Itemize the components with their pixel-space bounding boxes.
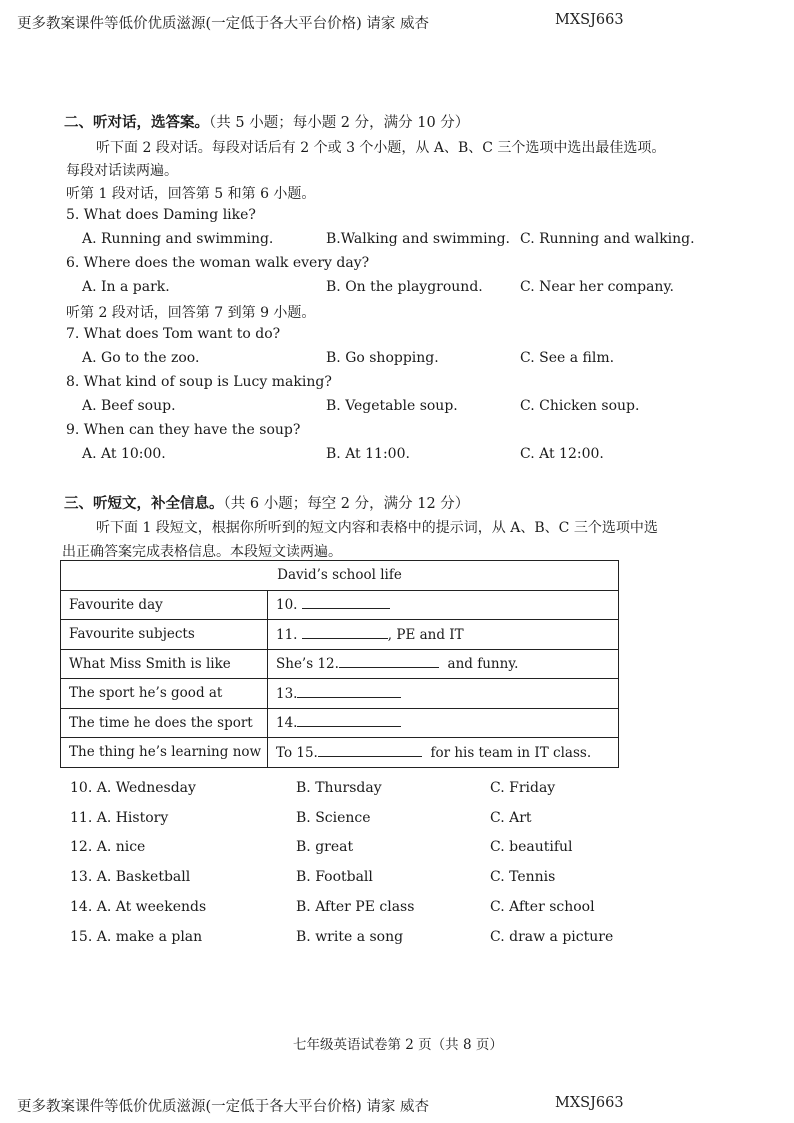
table-row-label: Favourite day [61, 590, 268, 620]
question-option: C. Chicken soup. [520, 398, 640, 414]
section3-instruction-2: 出正确答案完成表格信息。本段短文读两遍。 [62, 544, 342, 560]
section3-heading [64, 492, 469, 513]
question-stem: 8. What kind of soup is Lucy making? [66, 374, 332, 390]
bottom-banner [17, 1095, 777, 1116]
table-row-answer [268, 738, 619, 768]
question-option: B. At 11:00. [326, 446, 410, 462]
choice-option: B. Football [296, 869, 373, 885]
banner-text: 更多教案课件等低价优质滋源(一定低于各大平台价格) 请家 威杏 [17, 16, 430, 32]
question-option: A. Running and swimming. [82, 231, 274, 247]
answer-blank[interactable] [339, 655, 439, 668]
answer-blank[interactable] [302, 626, 388, 639]
choice-option: B. After PE class [296, 899, 415, 915]
question-option: B. On the playground. [326, 279, 483, 295]
table-row [61, 590, 619, 620]
section2-instruction-2: 每段对话读两遍。 [66, 163, 178, 179]
dialog2-intro: 听第 2 段对话，回答第 7 到第 9 小题。 [66, 305, 316, 321]
question-option: C. Near her company. [520, 279, 674, 295]
question-stem: 7. What does Tom want to do? [66, 326, 281, 342]
blank-number: She’s 12. [276, 656, 339, 673]
table-caption-row [61, 561, 619, 591]
section3-instruction-1: 听下面 1 段短文，根据你所听到的短文内容和表格中的提示词，从 A、B、C 三个选项中选 [96, 520, 658, 536]
choice-option: C. draw a picture [490, 929, 614, 945]
table-row [61, 738, 619, 768]
question-option: A. In a park. [82, 279, 170, 295]
choice-option: 13. A. Basketball [70, 869, 191, 885]
table-row [61, 679, 619, 709]
table-row-label: The thing he’s learning now [61, 738, 268, 768]
answer-suffix: , PE and IT [387, 626, 464, 643]
choice-option: B. write a song [296, 929, 404, 945]
blank-number: 13. [276, 685, 298, 702]
choice-option: B. Science [296, 810, 371, 826]
blank-number: 11. [276, 626, 298, 643]
answer-suffix: for his team in IT class. [430, 744, 592, 761]
choice-option: 15. A. make a plan [70, 929, 203, 945]
choice-option: B. Thursday [296, 780, 382, 796]
table-row-label: What Miss Smith is like [61, 649, 268, 679]
school-life-table [60, 560, 619, 768]
section2-instruction-1: 听下面 2 段对话。每段对话后有 2 个或 3 个小题，从 A、B、C 三个选项中选出最佳选项。 [96, 140, 666, 156]
top-banner [17, 12, 777, 33]
banner-code: MXSJ663 [555, 12, 624, 28]
section2-title: 二、听对话，选答案。 [64, 115, 209, 131]
choice-option: 14. A. At weekends [70, 899, 207, 915]
choice-option: 11. A. History [70, 810, 169, 826]
answer-blank[interactable] [297, 714, 401, 727]
section3-title: 三、听短文，补全信息。 [64, 496, 224, 512]
question-stem: 9. When can they have the soup? [66, 422, 301, 438]
question-option: A. At 10:00. [82, 446, 166, 462]
table-row [61, 620, 619, 650]
choice-option: B. great [296, 839, 354, 855]
table-row-answer [268, 708, 619, 738]
table-row-answer [268, 649, 619, 679]
choice-option: C. Art [490, 810, 532, 826]
question-option: C. At 12:00. [520, 446, 604, 462]
question-option: B. Go shopping. [326, 350, 439, 366]
table-row [61, 649, 619, 679]
page-footer: 七年级英语试卷第 2 页（共 8 页） [293, 1037, 503, 1053]
table-row-label: The sport he’s good at [61, 679, 268, 709]
blank-number: 10. [276, 597, 298, 614]
choice-option: C. After school [490, 899, 595, 915]
table-row-answer [268, 590, 619, 620]
dialog1-intro: 听第 1 段对话，回答第 5 和第 6 小题。 [66, 186, 316, 202]
choice-option: 10. A. Wednesday [70, 780, 196, 796]
question-stem: 6. Where does the woman walk every day? [66, 255, 370, 271]
answer-blank[interactable] [297, 685, 401, 698]
question-stem: 5. What does Daming like? [66, 207, 256, 223]
table-caption: David’s school life [61, 561, 619, 591]
question-option: A. Go to the zoo. [82, 350, 200, 366]
answer-blank[interactable] [302, 596, 390, 609]
choice-option: C. Friday [490, 780, 556, 796]
table-row-answer [268, 620, 619, 650]
banner-text: 更多教案课件等低价优质滋源(一定低于各大平台价格) 请家 威杏 [17, 1099, 430, 1115]
section3-note: （共 6 小题；每空 2 分，满分 12 分） [223, 496, 470, 512]
question-option: B. Vegetable soup. [326, 398, 458, 414]
blank-number: To 15. [276, 744, 318, 761]
question-option: C. See a film. [520, 350, 615, 366]
choice-option: C. Tennis [490, 869, 556, 885]
section2-heading [64, 111, 469, 132]
question-option: B.Walking and swimming. [326, 231, 511, 247]
banner-code: MXSJ663 [555, 1095, 624, 1111]
answer-suffix: and funny. [447, 656, 519, 673]
table-row-label: The time he does the sport [61, 708, 268, 738]
blank-number: 14. [276, 715, 298, 732]
section2-note: （共 5 小题；每小题 2 分，满分 10 分） [209, 115, 470, 131]
table-row [61, 708, 619, 738]
question-option: C. Running and walking. [520, 231, 695, 247]
table-row-answer [268, 679, 619, 709]
choice-option: C. beautiful [490, 839, 573, 855]
table-row-label: Favourite subjects [61, 620, 268, 650]
answer-blank[interactable] [318, 744, 422, 757]
question-option: A. Beef soup. [82, 398, 176, 414]
choice-option: 12. A. nice [70, 839, 146, 855]
